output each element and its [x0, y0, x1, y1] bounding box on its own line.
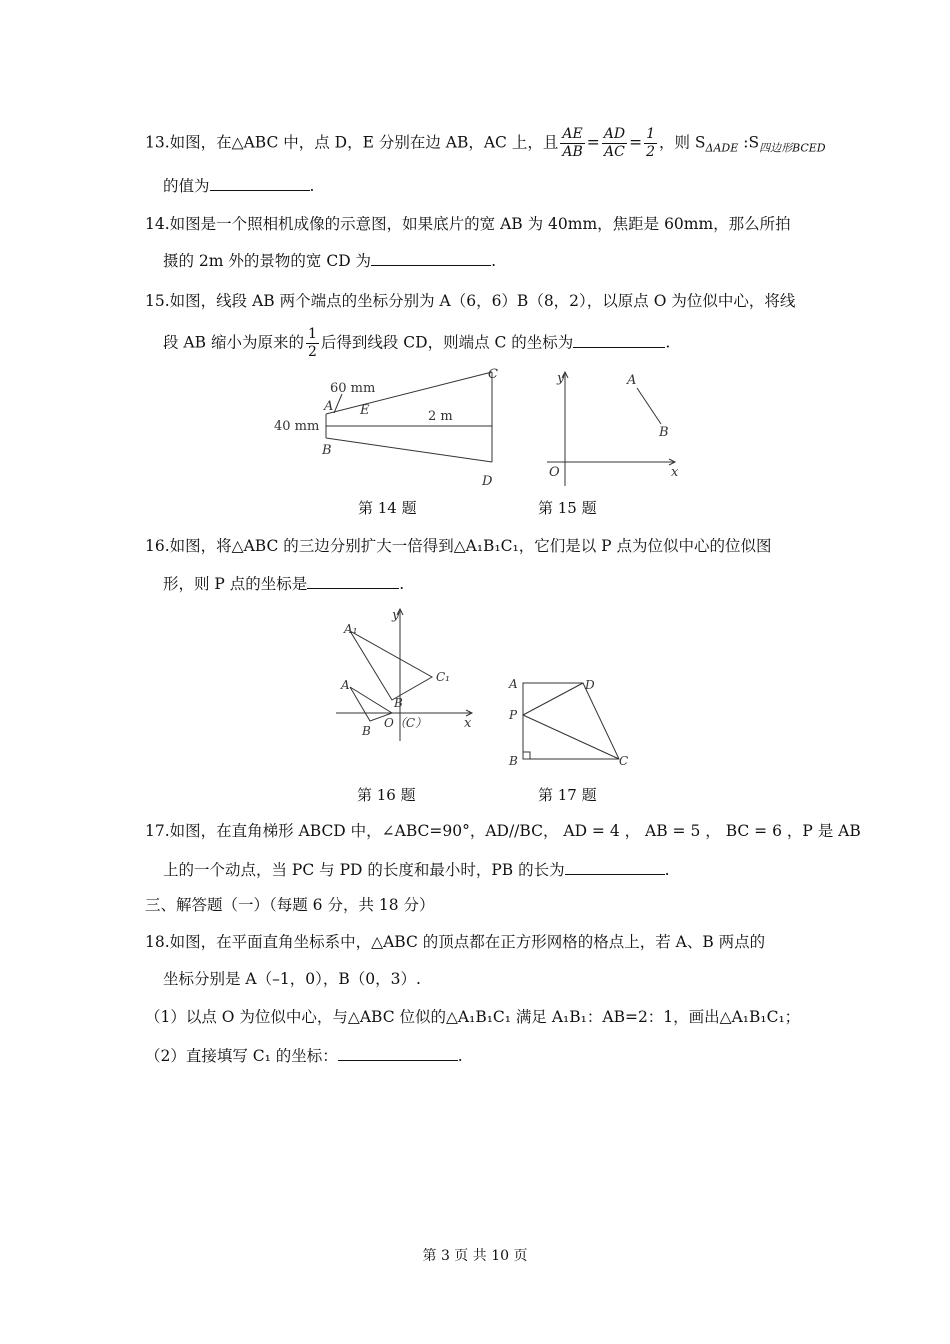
right-angle-marker: [523, 752, 530, 759]
label-o: O: [549, 465, 560, 480]
label-e: E: [360, 403, 370, 418]
q18-part1: （1）以点 O 为位似中心，与△ABC 位似的△A₁B₁C₁ 满足 A₁B₁：AB=2：1，画出△A₁B₁C₁；: [145, 1008, 801, 1026]
label-60mm: 60 mm: [330, 381, 376, 396]
figure-15-coordinate-diagram: [535, 366, 685, 491]
q13-fraction-ad-ac: $\frac{AD}{AC}$: [603, 126, 626, 160]
label-b: B: [659, 425, 669, 440]
label-2m: 2 m: [428, 409, 453, 424]
label-b: B: [362, 724, 371, 738]
label-a: A: [509, 677, 518, 691]
triangle-a1b1c1: [350, 631, 432, 700]
figure-17-caption: 第 17 题: [538, 786, 597, 804]
q17-line1: 17.如图，在直角梯形 ABCD 中，∠ABC=90°，AD//BC， AD = 4 ， AB = 5 ， BC = 6 ，P 是 AB: [145, 822, 861, 840]
figure-16-homothety-diagram: [330, 603, 480, 745]
label-c: C: [619, 754, 629, 768]
label-y: y: [392, 608, 400, 623]
label-d: D: [585, 678, 595, 692]
label-a: A: [627, 373, 637, 388]
q14-line1: 14.如图是一个照相机成像的示意图，如果底片的宽 AB 为 40mm，焦距是 60mm，那么所拍: [145, 215, 791, 233]
segment-pc: [523, 715, 619, 759]
label-a: A: [341, 678, 350, 692]
label-d: D: [482, 474, 493, 489]
label-b1: B: [394, 696, 403, 710]
figure-14-camera-diagram: [272, 362, 512, 492]
q16-line1: 16.如图，将△ABC 的三边分别扩大一倍得到△A₁B₁C₁，它们是以 P 点为位似中心的位似图: [145, 537, 772, 555]
figure-15-caption: 第 15 题: [538, 499, 597, 517]
page-footer: 第 3 页 共 10 页: [422, 1248, 528, 1264]
label-p: P: [509, 708, 518, 722]
q14-answer-blank[interactable]: [371, 249, 491, 266]
label-c: C: [488, 367, 498, 382]
q15-line2: 段 AB 缩小为原来的 $\frac{1}{2}$ 后得到线段 CD，则端点 C 的坐标为 .: [163, 326, 671, 360]
label-40mm: 40 mm: [274, 419, 320, 434]
segment-ab: [637, 388, 661, 424]
label-b: B: [509, 754, 518, 768]
q14-line2: 摄的 2m 外的景物的宽 CD 为 .: [163, 249, 496, 272]
trapezoid-abcd: [523, 683, 619, 759]
ray-bd: [326, 438, 492, 462]
q17-line2: 上的一个动点，当 PC 与 PD 的长度和最小时，PB 的长为 .: [163, 858, 670, 881]
label-b: B: [322, 443, 332, 458]
label-a1: A₁: [344, 622, 358, 636]
label-x: x: [464, 716, 472, 731]
figure-14-caption: 第 14 题: [358, 499, 417, 517]
label-y: y: [557, 371, 565, 386]
figure-16-caption: 第 16 题: [357, 786, 416, 804]
q13-prefix: 13.如图，在△ABC 中，点 D，E 分别在边 AB，AC 上，且: [145, 133, 559, 152]
figure-17-trapezoid-diagram: [505, 673, 635, 773]
label-x: x: [671, 465, 679, 480]
q18-part2: （2）直接填写 C₁ 的坐标： .: [145, 1044, 463, 1067]
q15-fraction-half: $\frac{1}{2}$: [307, 326, 317, 360]
q13-fraction-half: $\frac{1}{2}$: [646, 126, 655, 160]
q13-line2: 的值为 .: [163, 174, 314, 197]
label-o-c: O（C）: [384, 716, 428, 730]
q18-answer-blank[interactable]: [338, 1044, 458, 1061]
section-3-heading: 三、解答题（一）（每题 6 分，共 18 分）: [145, 896, 435, 914]
q15-answer-blank[interactable]: [573, 331, 665, 348]
q17-answer-blank[interactable]: [565, 858, 665, 875]
q13-fraction-ae-ab: $\frac{AE}{AB}$: [562, 126, 583, 160]
label-a: A: [324, 399, 334, 414]
segment-pd: [523, 683, 583, 715]
q16-line2: 形，则 P 点的坐标是 .: [163, 572, 404, 595]
q18-line1: 18.如图，在平面直角坐标系中，△ABC 的顶点都在正方形网格的格点上，若 A、B 两点的: [145, 933, 766, 951]
label-c1: C₁: [436, 670, 450, 684]
q16-answer-blank[interactable]: [307, 572, 399, 589]
q15-line1: 15.如图，线段 AB 两个端点的坐标分别为 A（6，6）B（8，2），以原点 O 为位似中心，将线: [145, 292, 796, 310]
q18-line2: 坐标分别是 A（–1，0），B（0，3）.: [163, 970, 421, 988]
q13-line1: 13.如图，在△ABC 中，点 D，E 分别在边 AB，AC 上，且 $\frac{AE}{AB}$ = $\frac{AD}{AC}$ = $\frac{1}{2}$ ，则 $S_{\Delta ADE}$ $:S_{四边形BCED}$: [145, 126, 826, 160]
q13-answer-blank[interactable]: [210, 174, 310, 191]
